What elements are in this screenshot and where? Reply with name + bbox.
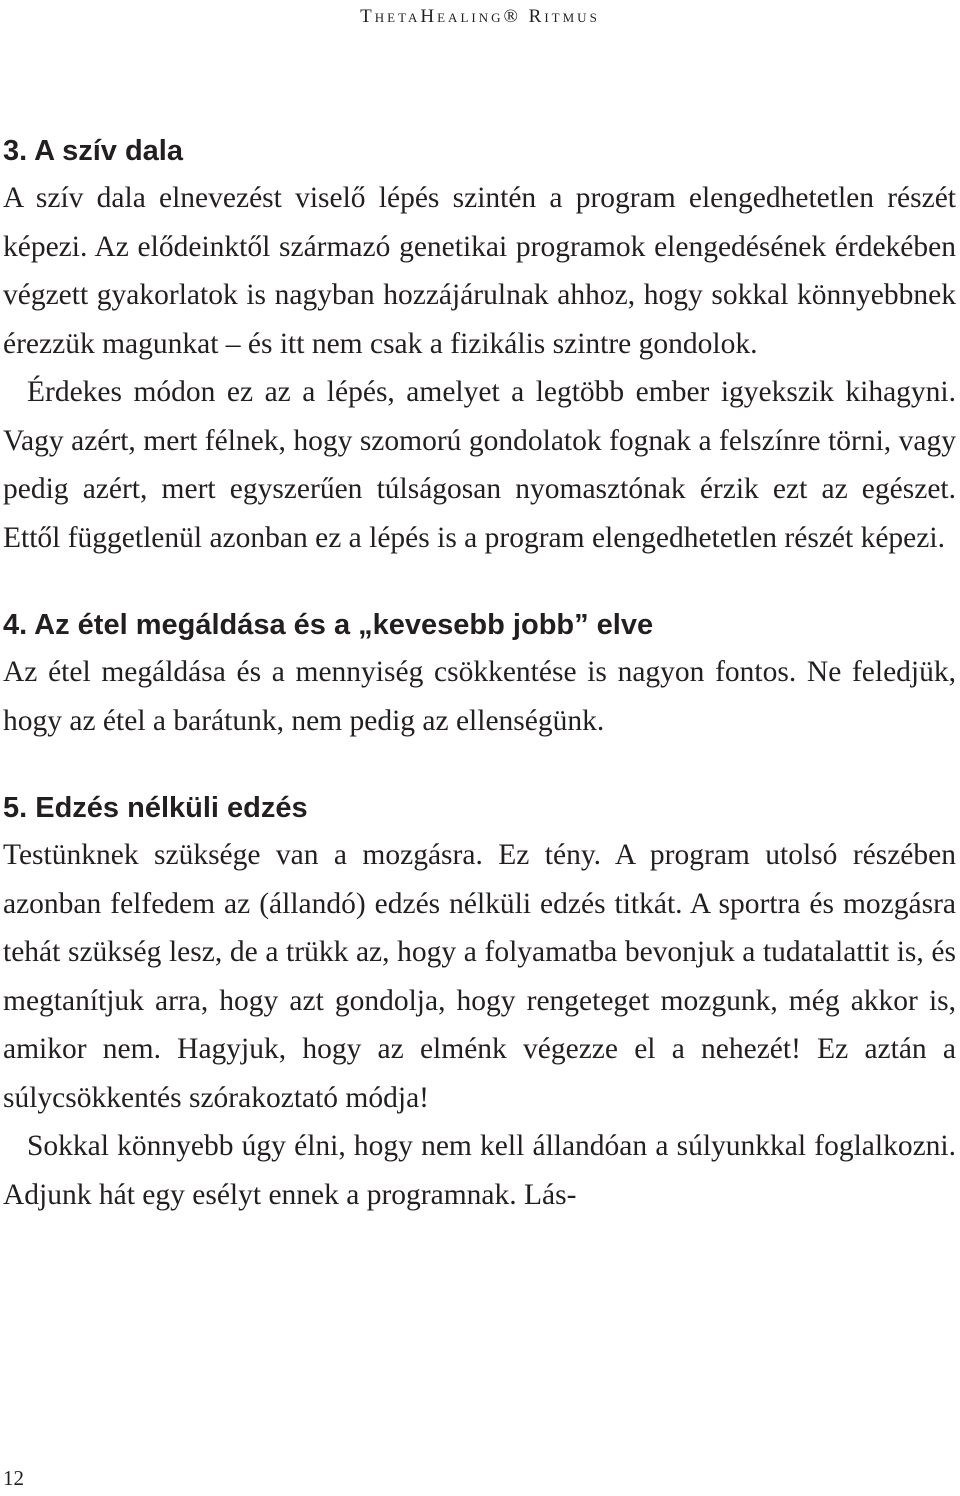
paragraph: Az étel megáldása és a mennyiség csökkentése is nagyon fontos. Ne feledjük, hogy az étel a barátunk, nem pedig az ellenségünk.	[3, 656, 956, 737]
paragraph: Sokkal könnyebb úgy élni, hogy nem kell állandóan a súlyunkkal foglalkozni. Adjunk hát egy esélyt ennek a programnak. Lás-	[3, 1130, 956, 1211]
page-content	[3, 128, 956, 1219]
page-number: 12	[3, 1466, 24, 1490]
section-heading-szív-dala: 3. A szív dala	[3, 135, 183, 167]
section-heading-edzes-nelkuli-edzes: 5. Edzés nélküli edzés	[3, 792, 308, 824]
paragraph: Testünknek szüksége van a mozgásra. Ez tény. A program utolsó részében azonban felfedem az (állandó) edzés nélküli edzés titkát. A sportra és mozgásra tehát szükség lesz, de a trükk az, hogy a folyamatba bevonjuk a tudatalattit is, és megtanítjuk arra, hogy azt gondolja, hogy rengeteget mozgunk, még akkor is, amikor nem. Hagyjuk, hogy az elménk végezze el a nehezét! Ez aztán a súlycsökkentés szórakoztató módja!	[3, 839, 956, 1114]
running-head: ThetaHealing® Ritmus	[360, 6, 600, 27]
paragraph: Érdekes módon ez az a lépés, amelyet a legtöbb ember igyekszik kihagyni. Vagy azért, mert félnek, hogy szomorú gondolatok fognak a felszínre törni, vagy pedig azért, mert egyszerűen túlságosan nyomasztónak érzik ezt az egészet. Ettől függetlenül azonban ez a lépés is a program elengedhetetlen részét képezi.	[3, 376, 956, 554]
section-heading-etel-megaldasa: 4. Az étel megáldása és a „kevesebb jobb” elve	[3, 609, 654, 641]
paragraph: A szív dala elnevezést viselő lépés szintén a program elengedhetetlen részét képezi. Az elődeinktől származó genetikai programok elengedésének érdekében végzett gyakorlatok is nagyban hozzájárulnak ahhoz, hogy sokkal könnyebbnek érezzük magunkat – és itt nem csak a fizikális szintre gondolok.	[3, 182, 956, 360]
